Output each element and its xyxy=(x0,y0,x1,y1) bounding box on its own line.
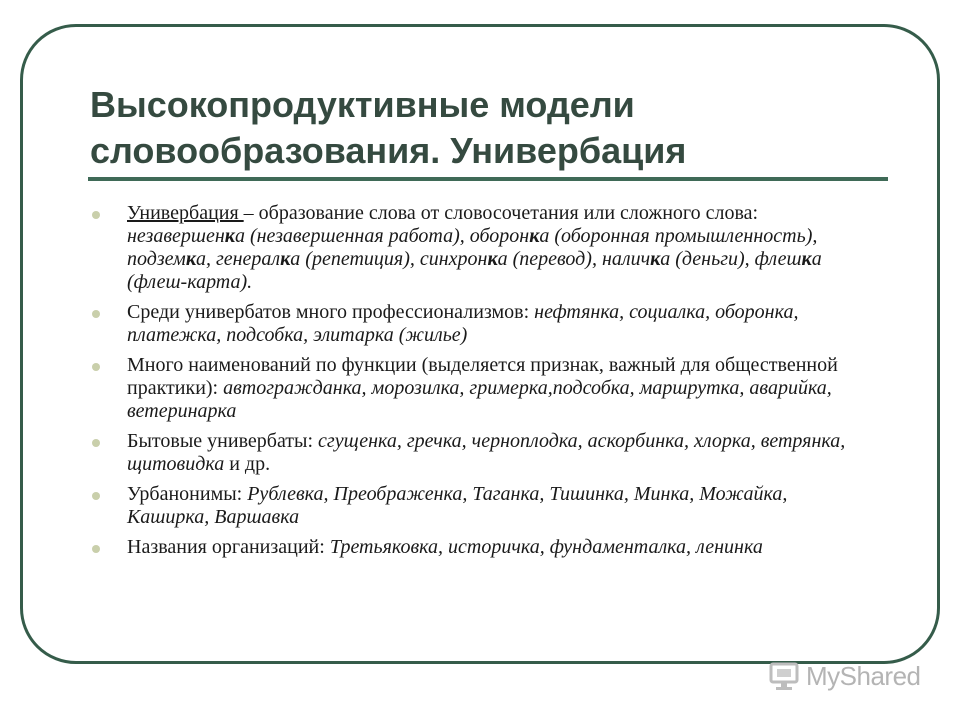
bullet-dot-icon xyxy=(92,211,100,219)
list-item xyxy=(90,430,850,476)
list-item-text xyxy=(127,301,798,346)
text-run: Много наименований по функции (выделяется признак, важный для общественной практики): xyxy=(127,354,838,399)
text-run: нефтянка, социалка, оборонка, платежка, подсобка, элитарка (жилье) xyxy=(127,301,799,346)
text-run: к xyxy=(801,248,812,270)
bullet-dot-icon xyxy=(92,545,100,553)
text-run: а (репетиция), синхрон xyxy=(290,248,488,270)
text-run: к xyxy=(487,248,498,270)
text-run: а (перевод), налич xyxy=(497,248,651,270)
text-run: сгущенка, гречка, черноплодка, аскорбинка, хлорка, ветрянка, щитовидка xyxy=(127,430,846,475)
text-run: к xyxy=(224,225,235,247)
text-run: а (оборонная промышленность), подзем xyxy=(127,225,818,270)
text-run: Урбанонимы: xyxy=(127,483,248,505)
text-run: к xyxy=(280,248,291,270)
bullet-dot-icon xyxy=(92,363,100,371)
watermark xyxy=(768,658,921,694)
bullet-dot-icon xyxy=(92,310,100,318)
text-run: а (незавершенная работа), оборон xyxy=(234,225,530,247)
text-run: и др. xyxy=(224,453,271,475)
text-run: Рублевка, Преображенка, Таганка, Тишинка, Минка, Можайка, Каширка, Варшавка xyxy=(127,483,788,528)
text-run: к xyxy=(185,248,196,270)
watermark-text: MyShared xyxy=(806,660,921,691)
text-run: Бытовые универбаты: xyxy=(127,430,319,452)
list-item xyxy=(90,483,850,529)
bullet-list xyxy=(90,202,850,566)
list-item-text xyxy=(127,536,763,558)
list-item xyxy=(90,202,850,294)
list-item xyxy=(90,301,850,347)
text-run: – образование слова от словосочетания или сложного слова: xyxy=(243,202,759,224)
bullet-dot-icon xyxy=(92,492,100,500)
text-run: а (деньги), флеш xyxy=(660,248,802,270)
list-item-text xyxy=(127,354,838,422)
text-run: Среди универбатов много профессионализмов: xyxy=(127,301,535,323)
text-run: к xyxy=(529,225,540,247)
text-run: незавершен xyxy=(127,225,225,247)
list-item-text xyxy=(127,483,787,528)
list-item-text xyxy=(127,430,845,475)
text-run: а (флеш-карта). xyxy=(127,248,822,293)
monitor-icon xyxy=(768,661,802,691)
term-label: Универбация xyxy=(127,202,244,224)
text-run: Названия организаций: xyxy=(127,536,330,558)
list-item-text xyxy=(127,202,822,293)
bullet-dot-icon xyxy=(92,439,100,447)
slide-title: Высокопродуктивные модели словообразования. Универбация xyxy=(90,84,687,171)
text-run: Третьяковка, историчка, фундаменталка, ленинка xyxy=(329,536,763,558)
list-item xyxy=(90,354,850,423)
list-item xyxy=(90,536,850,559)
title-underline-rule xyxy=(88,177,888,181)
text-run: а, генерал xyxy=(195,248,281,270)
text-run: к xyxy=(650,248,661,270)
text-run: автогражданка, морозилка, гримерка,подсобка, маршрутка, аварийка, ветеринарка xyxy=(127,377,832,422)
